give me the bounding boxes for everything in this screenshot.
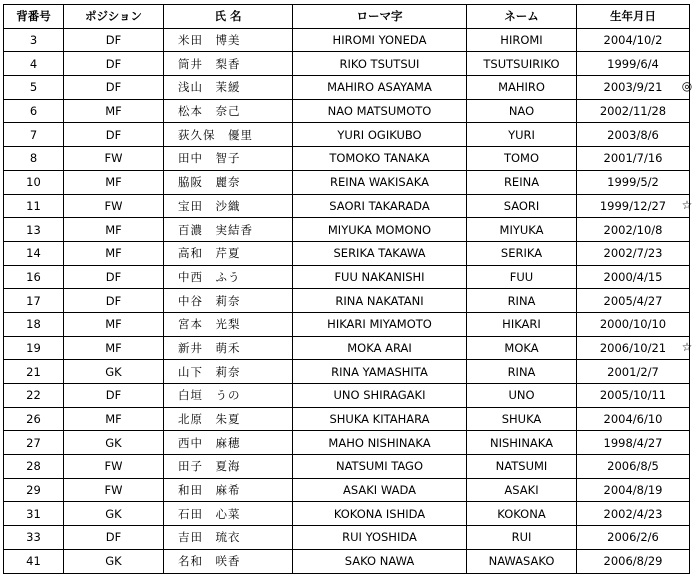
player-birthdate: 2003/8/6 — [577, 123, 690, 147]
player-birthdate: 2000/4/15 — [577, 265, 690, 289]
player-number: 31 — [4, 502, 64, 526]
player-position: GK — [64, 431, 164, 455]
header-position: ポジション — [64, 5, 164, 29]
player-position: GK — [64, 360, 164, 384]
player-birthdate: 2004/6/10 — [577, 407, 690, 431]
player-romaji: MOKA ARAI — [293, 336, 467, 360]
table-row — [4, 478, 690, 502]
player-number: 33 — [4, 526, 64, 550]
player-number: 21 — [4, 360, 64, 384]
table-row — [4, 407, 690, 431]
player-nickname: MAHIRO — [467, 76, 577, 100]
player-number: 10 — [4, 170, 64, 194]
player-position: FW — [64, 478, 164, 502]
player-nickname: FUU — [467, 265, 577, 289]
table-row — [4, 289, 690, 313]
player-position: MF — [64, 407, 164, 431]
player-number: 16 — [4, 265, 64, 289]
player-nickname: TOMO — [467, 147, 577, 171]
player-name: 石田 心菜 — [164, 502, 293, 526]
player-nickname: KOKONA — [467, 502, 577, 526]
table-row — [4, 147, 690, 171]
player-romaji: MIYUKA MOMONO — [293, 218, 467, 242]
table-row — [4, 265, 690, 289]
player-birthdate: 2003/9/21 — [577, 76, 690, 100]
table-row — [4, 52, 690, 76]
player-number: 7 — [4, 123, 64, 147]
table-row — [4, 194, 690, 218]
player-nickname: MOKA — [467, 336, 577, 360]
table-row — [4, 99, 690, 123]
player-birthdate: 2000/10/10 — [577, 312, 690, 336]
player-birthdate: 2006/2/6 — [577, 526, 690, 550]
player-name: 名和 咲香 — [164, 549, 293, 573]
table-row — [4, 76, 690, 100]
table-row — [4, 360, 690, 384]
player-nickname: SHUKA — [467, 407, 577, 431]
player-birthdate: 1999/12/27 — [577, 194, 690, 218]
player-romaji: SAORI TAKARADA — [293, 194, 467, 218]
player-number: 14 — [4, 241, 64, 265]
player-position: MF — [64, 170, 164, 194]
player-position: DF — [64, 289, 164, 313]
player-nickname: RUI — [467, 526, 577, 550]
player-position: FW — [64, 147, 164, 171]
table-row — [4, 170, 690, 194]
table-row — [4, 549, 690, 573]
player-name: 米田 博美 — [164, 28, 293, 52]
player-birthdate: 2001/2/7 — [577, 360, 690, 384]
table-row — [4, 455, 690, 479]
player-position: DF — [64, 28, 164, 52]
table-row — [4, 312, 690, 336]
player-number: 17 — [4, 289, 64, 313]
player-name: 田子 夏海 — [164, 455, 293, 479]
player-position: MF — [64, 218, 164, 242]
table-row — [4, 526, 690, 550]
table-row — [4, 218, 690, 242]
player-name: 脇阪 麗奈 — [164, 170, 293, 194]
player-romaji: NATSUMI TAGO — [293, 455, 467, 479]
player-name: 中西 ふう — [164, 265, 293, 289]
player-romaji: SHUKA KITAHARA — [293, 407, 467, 431]
player-position: MF — [64, 312, 164, 336]
player-position: DF — [64, 52, 164, 76]
player-name: 浅山 茉緩 — [164, 76, 293, 100]
player-nickname: HIROMI — [467, 28, 577, 52]
star-mark: ☆ — [681, 340, 693, 354]
header-romaji: ローマ字 — [293, 5, 467, 29]
player-name: 新井 萌禾 — [164, 336, 293, 360]
player-romaji: YURI OGIKUBO — [293, 123, 467, 147]
player-romaji: TOMOKO TANAKA — [293, 147, 467, 171]
player-birthdate: 1999/5/2 — [577, 170, 690, 194]
table-row — [4, 431, 690, 455]
player-number: 4 — [4, 52, 64, 76]
header-nickname: ネーム — [467, 5, 577, 29]
player-nickname: TSUTSUIRIKO — [467, 52, 577, 76]
player-nickname: NISHINAKA — [467, 431, 577, 455]
player-nickname: RINA — [467, 289, 577, 313]
player-name: 宮本 光梨 — [164, 312, 293, 336]
player-romaji: RUI YOSHIDA — [293, 526, 467, 550]
player-birthdate: 2002/7/23 — [577, 241, 690, 265]
player-nickname: HIKARI — [467, 312, 577, 336]
player-position: DF — [64, 123, 164, 147]
player-birthdate: 2006/10/21 — [577, 336, 690, 360]
player-position: FW — [64, 194, 164, 218]
player-number: 41 — [4, 549, 64, 573]
player-nickname: NAO — [467, 99, 577, 123]
table-row — [4, 28, 690, 52]
player-romaji: HIKARI MIYAMOTO — [293, 312, 467, 336]
player-name: 吉田 琉衣 — [164, 526, 293, 550]
player-romaji: RINA NAKATANI — [293, 289, 467, 313]
player-position: FW — [64, 455, 164, 479]
player-name: 中谷 莉奈 — [164, 289, 293, 313]
player-birthdate: 2006/8/5 — [577, 455, 690, 479]
header-birthdate: 生年月日 — [577, 5, 690, 29]
player-birthdate: 1998/4/27 — [577, 431, 690, 455]
player-romaji: MAHO NISHINAKA — [293, 431, 467, 455]
player-number: 29 — [4, 478, 64, 502]
roster-table — [3, 4, 690, 574]
player-nickname: NAWASAKO — [467, 549, 577, 573]
player-position: MF — [64, 241, 164, 265]
player-romaji: HIROMI YONEDA — [293, 28, 467, 52]
player-number: 28 — [4, 455, 64, 479]
player-romaji: FUU NAKANISHI — [293, 265, 467, 289]
player-number: 6 — [4, 99, 64, 123]
player-romaji: RINA YAMASHITA — [293, 360, 467, 384]
player-name: 筒井 梨香 — [164, 52, 293, 76]
player-birthdate: 2002/10/8 — [577, 218, 690, 242]
player-number: 18 — [4, 312, 64, 336]
player-position: DF — [64, 384, 164, 408]
player-romaji: MAHIRO ASAYAMA — [293, 76, 467, 100]
player-romaji: KOKONA ISHIDA — [293, 502, 467, 526]
player-birthdate: 2001/7/16 — [577, 147, 690, 171]
player-number: 27 — [4, 431, 64, 455]
table-row — [4, 502, 690, 526]
player-name: 高和 芹夏 — [164, 241, 293, 265]
player-name: 西中 麻穂 — [164, 431, 293, 455]
player-name: 田中 智子 — [164, 147, 293, 171]
player-position: DF — [64, 526, 164, 550]
player-number: 26 — [4, 407, 64, 431]
player-birthdate: 2002/4/23 — [577, 502, 690, 526]
table-row — [4, 123, 690, 147]
player-romaji: SERIKA TAKAWA — [293, 241, 467, 265]
player-name: 宝田 沙織 — [164, 194, 293, 218]
player-number: 22 — [4, 384, 64, 408]
player-nickname: ASAKI — [467, 478, 577, 502]
double-circle-mark: ◎ — [681, 79, 693, 93]
player-name: 荻久保 優里 — [164, 123, 293, 147]
player-nickname: RINA — [467, 360, 577, 384]
player-number: 8 — [4, 147, 64, 171]
player-position: MF — [64, 99, 164, 123]
player-position: GK — [64, 549, 164, 573]
player-romaji: SAKO NAWA — [293, 549, 467, 573]
header-number: 背番号 — [4, 5, 64, 29]
player-name: 北原 朱夏 — [164, 407, 293, 431]
player-number: 19 — [4, 336, 64, 360]
player-name: 山下 莉奈 — [164, 360, 293, 384]
player-position: GK — [64, 502, 164, 526]
player-birthdate: 2004/10/2 — [577, 28, 690, 52]
header-row — [4, 5, 690, 29]
player-nickname: UNO — [467, 384, 577, 408]
player-romaji: UNO SHIRAGAKI — [293, 384, 467, 408]
player-nickname: NATSUMI — [467, 455, 577, 479]
player-birthdate: 2005/4/27 — [577, 289, 690, 313]
player-position: MF — [64, 336, 164, 360]
player-number: 11 — [4, 194, 64, 218]
table-row — [4, 336, 690, 360]
player-romaji: NAO MATSUMOTO — [293, 99, 467, 123]
player-nickname: SAORI — [467, 194, 577, 218]
player-nickname: REINA — [467, 170, 577, 194]
player-romaji: REINA WAKISAKA — [293, 170, 467, 194]
player-birthdate: 2005/10/11 — [577, 384, 690, 408]
player-birthdate: 1999/6/4 — [577, 52, 690, 76]
player-name: 松本 奈己 — [164, 99, 293, 123]
player-number: 3 — [4, 28, 64, 52]
player-name: 百濃 実結香 — [164, 218, 293, 242]
player-birthdate: 2006/8/29 — [577, 549, 690, 573]
star-mark: ☆ — [681, 198, 693, 212]
player-position: DF — [64, 265, 164, 289]
player-name: 白垣 うの — [164, 384, 293, 408]
player-position: DF — [64, 76, 164, 100]
player-number: 13 — [4, 218, 64, 242]
table-row — [4, 241, 690, 265]
player-nickname: SERIKA — [467, 241, 577, 265]
player-birthdate: 2004/8/19 — [577, 478, 690, 502]
table-row — [4, 384, 690, 408]
player-name: 和田 麻希 — [164, 478, 293, 502]
player-nickname: MIYUKA — [467, 218, 577, 242]
player-romaji: ASAKI WADA — [293, 478, 467, 502]
player-nickname: YURI — [467, 123, 577, 147]
player-number: 5 — [4, 76, 64, 100]
player-birthdate: 2002/11/28 — [577, 99, 690, 123]
header-name: 氏 名 — [164, 5, 293, 29]
player-romaji: RIKO TSUTSUI — [293, 52, 467, 76]
